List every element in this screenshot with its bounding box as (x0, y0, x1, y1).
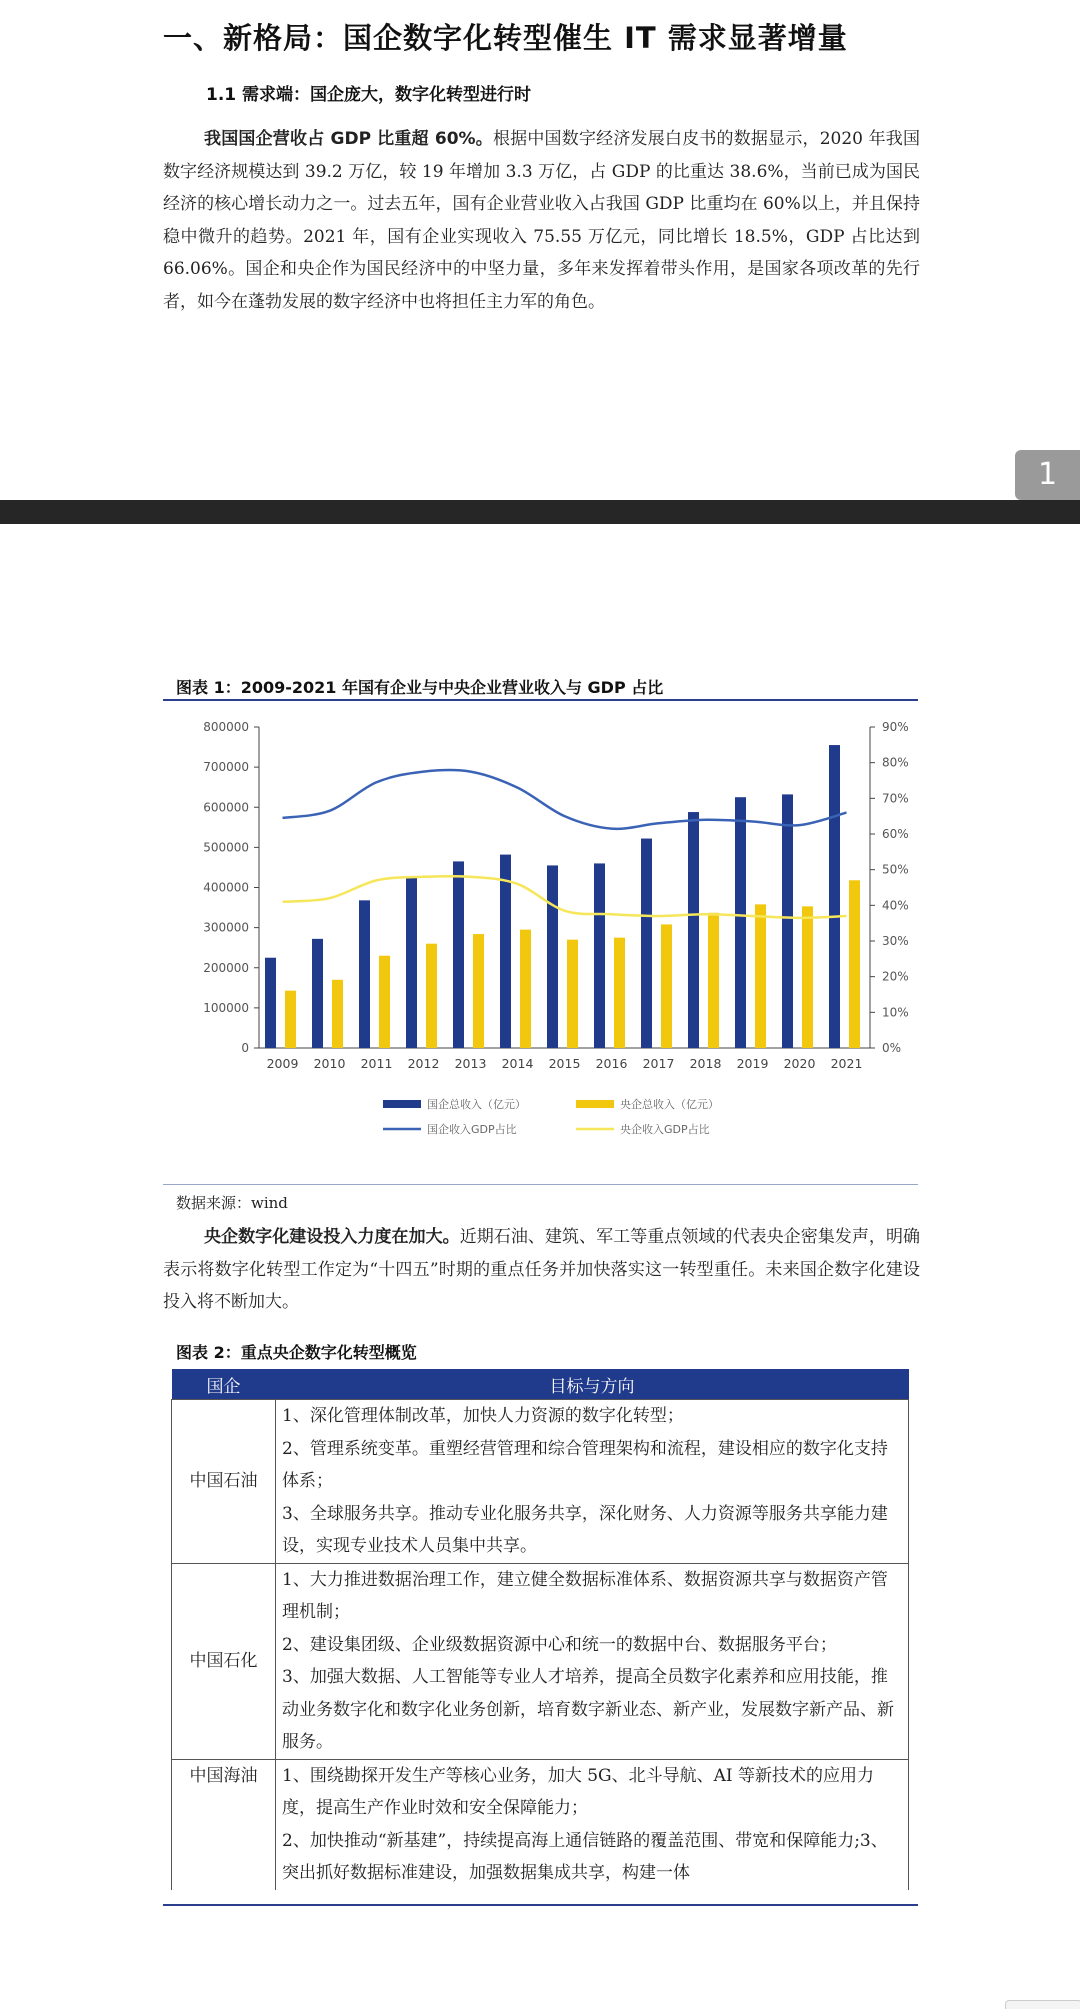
subsection-heading: 1.1 需求端：国企庞大，数字化转型进行时 (206, 85, 532, 105)
paragraph-1 (163, 123, 920, 318)
table-row (172, 1400, 909, 1564)
soe-revenue-bar (265, 958, 276, 1048)
paragraph-2-body: 近期石油、建筑、军工等重点领域的代表央企密集发声，明确表示将数字化转型工作定为“十四五”时期的重点任务并加快落实这一转型重任。未来国企数字化建设投入将不断加大。 (163, 1227, 921, 1312)
figure-2-title: 图表 2：重点央企数字化转型概览 (176, 1343, 417, 1362)
paragraph-1-lead: 我国国企营收占 GDP 比重超 60%。 (204, 129, 493, 149)
y-right-tick-label: 60% (882, 827, 909, 841)
cse-revenue-bar (520, 930, 531, 1048)
x-tick-label: 2021 (830, 1056, 863, 1071)
y-right-tick-label: 40% (882, 898, 909, 913)
table-row (172, 1563, 909, 1759)
goals-cell (276, 1563, 909, 1759)
figure-1-top-rule (163, 699, 918, 701)
cse-revenue-bar (661, 924, 672, 1048)
x-tick-label: 2011 (360, 1056, 393, 1071)
table-bottom-rule (163, 1904, 918, 1906)
company-cell: 中国石化 (172, 1563, 276, 1759)
soe-revenue-bar (735, 797, 746, 1048)
legend-swatch (576, 1100, 614, 1108)
figure-2-table (171, 1369, 909, 1890)
cse-revenue-bar (755, 904, 766, 1048)
cse-revenue-bar (802, 906, 813, 1048)
goal-item: 2、管理系统变革。重塑经营管理和综合管理架构和流程，建设相应的数字化支持体系； (282, 1438, 888, 1491)
paragraph-2 (163, 1221, 920, 1319)
table-header-row (172, 1369, 909, 1400)
legend-label: 国企总收入（亿元） (427, 1098, 526, 1111)
paragraph-2-lead: 央企数字化建设投入力度在加大。 (204, 1227, 460, 1247)
x-tick-label: 2013 (454, 1056, 487, 1071)
y-right-tick-label: 50% (882, 862, 909, 877)
legend-label: 央企总收入（亿元） (620, 1098, 719, 1111)
goals-cell (276, 1400, 909, 1564)
y-left-tick-label: 700000 (203, 760, 249, 775)
y-right-tick-label: 10% (882, 1005, 909, 1020)
y-left-tick-label: 300000 (203, 920, 249, 935)
x-tick-label: 2016 (595, 1056, 628, 1071)
x-tick-label: 2010 (313, 1056, 346, 1071)
y-left-tick-label: 800000 (203, 720, 249, 734)
x-tick-label: 2009 (266, 1056, 299, 1071)
figure-1-bottom-rule (163, 1184, 918, 1185)
soe-revenue-bar (829, 745, 840, 1048)
soe-revenue-bar (359, 900, 370, 1048)
y-left-tick-label: 400000 (203, 880, 249, 895)
goals-cell (276, 1759, 909, 1890)
y-right-tick-label: 20% (882, 969, 909, 984)
goal-item: 1、大力推进数据治理工作，建立健全数据标准体系、数据资源共享与数据资产管理机制； (282, 1569, 888, 1622)
cse-revenue-bar (614, 938, 625, 1048)
y-left-tick-label: 200000 (203, 960, 249, 975)
soe-revenue-bar (312, 939, 323, 1048)
column-header-company: 国企 (172, 1369, 276, 1400)
goal-item: 2、加快推动“新基建”，持续提高海上通信链路的覆盖范围、带宽和保障能力;3、突出抓好数据标准建设，加强数据集成共享，构建一体 (282, 1830, 888, 1883)
company-cell: 中国海油 (172, 1759, 276, 1890)
goal-item: 2、建设集团级、企业级数据资源中心和统一的数据中台、数据服务平台； (282, 1634, 837, 1655)
x-tick-label: 2018 (689, 1056, 722, 1071)
y-right-tick-label: 0% (882, 1041, 902, 1055)
legend-swatch (383, 1100, 421, 1108)
goal-item: 3、加强大数据、人工智能等专业人才培养，提高全员数字化素养和应用技能，推动业务数字化和数字化业务创新，培育数字新业态、新产业，发展数字新产品、新服务。 (282, 1667, 894, 1752)
x-tick-label: 2017 (642, 1056, 675, 1071)
y-left-tick-label: 100000 (203, 1000, 249, 1015)
figure-1-title: 图表 1：2009-2021 年国有企业与中央企业营业收入与 GDP 占比 (176, 678, 664, 697)
goal-item: 3、全球服务共享。推动专业化服务共享，深化财务、人力资源等服务共享能力建设，实现专业技术人员集中共享。 (282, 1503, 888, 1556)
company-cell: 中国石油 (172, 1400, 276, 1564)
cse-revenue-bar (379, 956, 390, 1048)
y-left-tick-label: 500000 (203, 840, 249, 855)
cse-revenue-bar (332, 980, 343, 1048)
y-right-tick-label: 80% (882, 755, 909, 770)
table-row (172, 1759, 909, 1890)
legend-label: 央企收入GDP占比 (620, 1123, 710, 1136)
soe-gdp-share-line (283, 770, 847, 829)
x-tick-label: 2019 (736, 1056, 769, 1071)
section-heading: 一、新格局：国企数字化转型催生 IT 需求显著增量 (163, 21, 848, 55)
x-tick-label: 2014 (501, 1056, 534, 1071)
figure-1-chart (163, 705, 918, 1185)
page-number-badge: 1 (1015, 450, 1080, 500)
page-divider (0, 500, 1080, 524)
cse-revenue-bar (849, 880, 860, 1048)
y-right-tick-label: 70% (882, 791, 909, 806)
paragraph-1-body: 根据中国数字经济发展白皮书的数据显示，2020 年我国数字经济规模达到 39.2 万亿，较 19 年增加 3.3 万亿，占 GDP 的比重达 38.6%，当前已成为国民经济的核心增长动力之一。过去五年，国有企业营业收入占我国 GDP 比重均在 60%以上，并且保持稳中微升的趋势。2021 年，国有企业实现收入 75.55 万亿元，同比增长 18.5%，GDP 占比达到 66.06%。国企和央企作为国民经济中的中坚力量，多年来发挥着带头作用，是国家各项改革的先行者，如今在蓬勃发展的数字经济中也将担任主力军的角色。 (163, 129, 920, 312)
cse-revenue-bar (567, 940, 578, 1048)
column-header-goals: 目标与方向 (276, 1369, 909, 1400)
soe-revenue-bar (688, 812, 699, 1048)
cse-revenue-bar (426, 944, 437, 1048)
y-right-tick-label: 30% (882, 934, 909, 948)
cse-revenue-bar (285, 991, 296, 1048)
soe-revenue-bar (453, 861, 464, 1048)
goal-item: 1、围绕勘探开发生产等核心业务，加大 5G、北斗导航、AI 等新技术的应用力度，提高生产作业时效和安全保障能力； (282, 1765, 875, 1818)
soe-revenue-bar (406, 877, 417, 1048)
soe-revenue-bar (641, 839, 652, 1048)
cse-revenue-bar (708, 913, 719, 1048)
y-right-tick-label: 90% (882, 720, 909, 734)
soe-revenue-bar (782, 794, 793, 1048)
soe-revenue-bar (500, 855, 511, 1048)
cse-revenue-bar (473, 934, 484, 1048)
y-left-tick-label: 0 (241, 1041, 249, 1055)
y-left-tick-label: 600000 (203, 800, 249, 815)
soe-revenue-bar (594, 863, 605, 1048)
legend-label: 国企收入GDP占比 (427, 1123, 517, 1136)
goal-item: 1、深化管理体制改革，加快人力资源的数字化转型； (282, 1406, 684, 1426)
x-tick-label: 2012 (407, 1056, 440, 1071)
figure-1-source: 数据来源：wind (176, 1194, 288, 1212)
soe-revenue-bar (547, 865, 558, 1048)
x-tick-label: 2020 (783, 1056, 816, 1071)
x-tick-label: 2015 (548, 1056, 581, 1071)
